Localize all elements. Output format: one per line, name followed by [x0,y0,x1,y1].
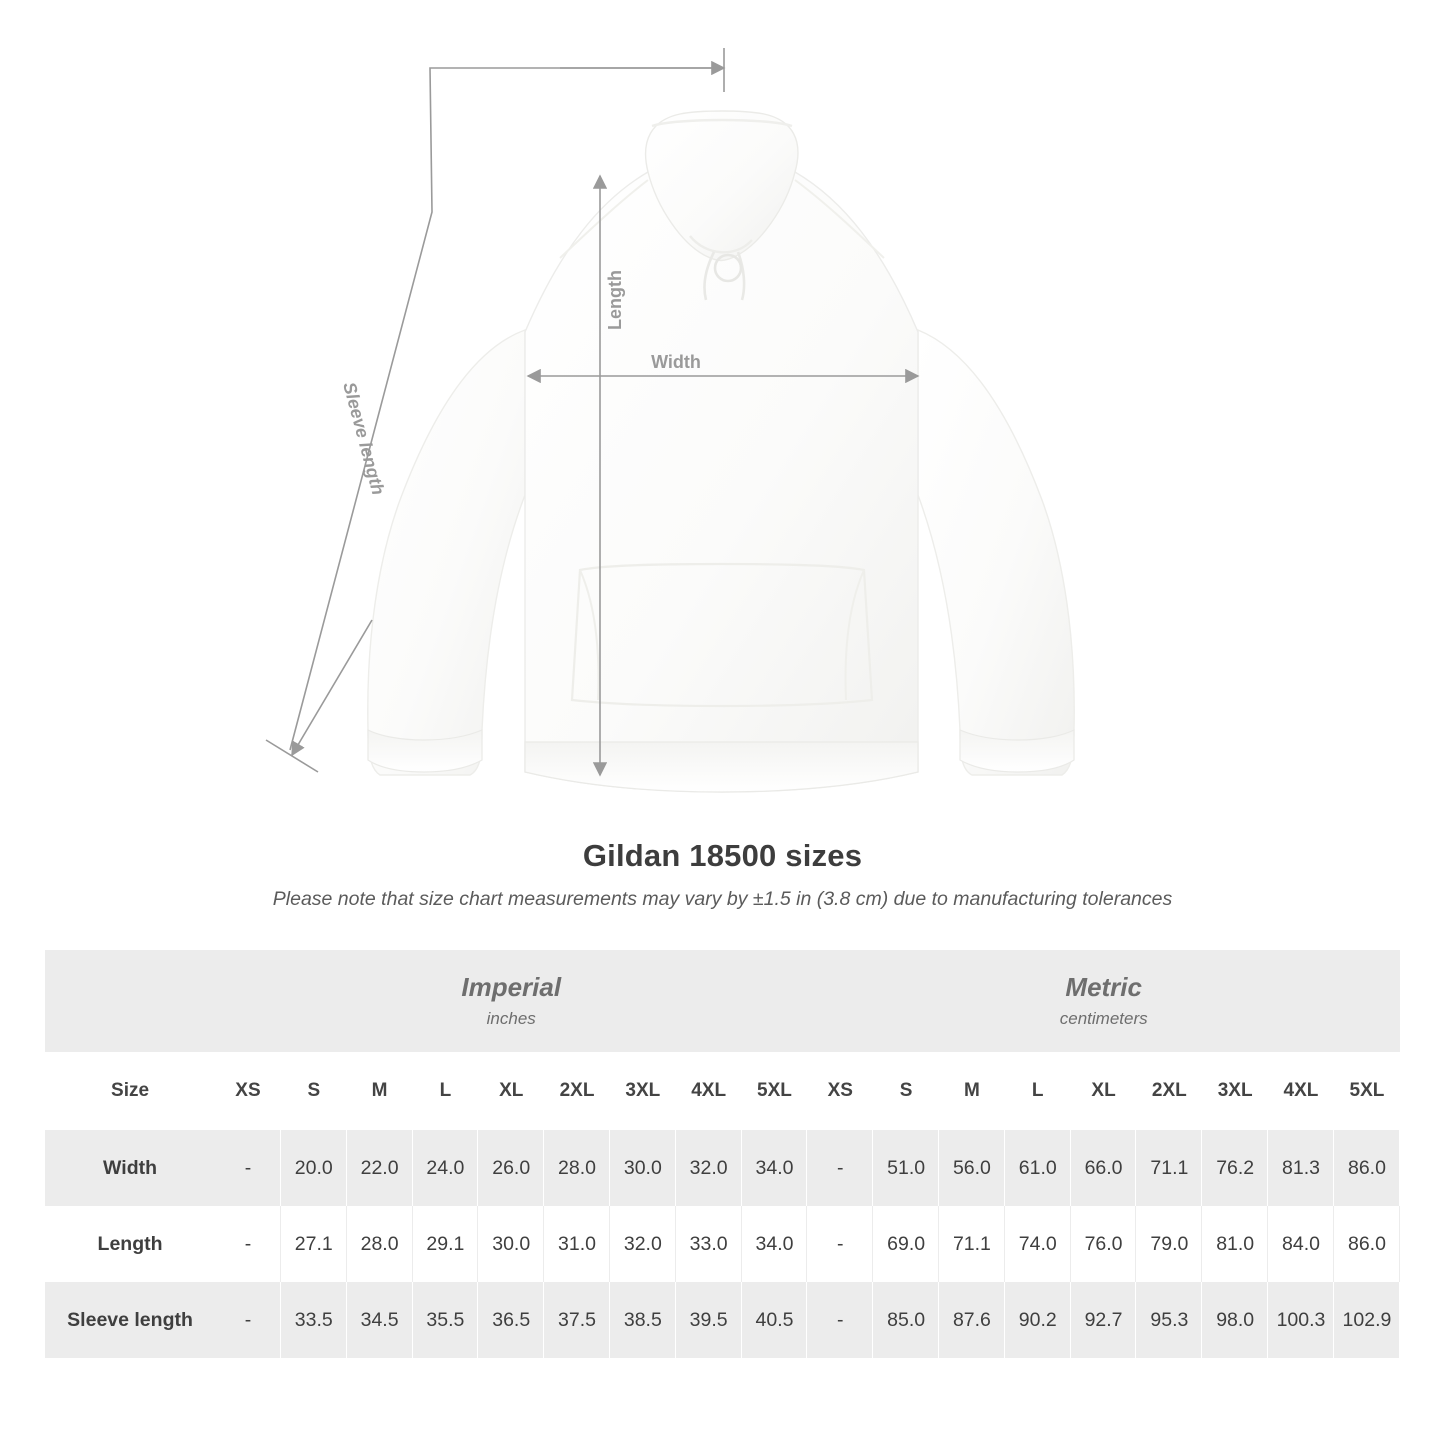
value-cell: 32.0 [676,1130,742,1206]
value-cell: 102.9 [1334,1282,1400,1358]
value-cell: 76.2 [1202,1130,1268,1206]
value-cell: 27.1 [281,1206,347,1282]
value-cell: - [807,1206,873,1282]
value-cell: 32.0 [610,1206,676,1282]
unit-header-row [45,950,1400,1052]
size-header-cell: XL [1071,1052,1137,1130]
value-cell: 86.0 [1334,1130,1400,1206]
value-cell: 34.0 [742,1206,808,1282]
value-cell: 71.1 [939,1206,1005,1282]
value-cell: 30.0 [610,1130,676,1206]
size-header-cell: 3XL [610,1052,676,1130]
size-header-cell: M [939,1052,1005,1130]
value-cell: 22.0 [347,1130,413,1206]
value-cell: 90.2 [1005,1282,1071,1358]
value-cell: 66.0 [1071,1130,1137,1206]
value-cell: 71.1 [1136,1130,1202,1206]
value-cell: 85.0 [873,1282,939,1358]
value-cell: 84.0 [1268,1206,1334,1282]
chart-note: Please note that size chart measurements may vary by ±1.5 in (3.8 cm) due to manufacturing tolerances [272,888,1173,910]
size-table-wrapper [45,950,1400,1358]
imperial-label: Imperial [461,972,562,1003]
imperial-group-header [215,950,807,1052]
value-cell: 81.3 [1268,1130,1334,1206]
row-label: Width [45,1130,215,1206]
value-cell: 98.0 [1202,1282,1268,1358]
metric-group-header [807,950,1400,1052]
value-cell: 40.5 [742,1282,808,1358]
value-cell: 39.5 [676,1282,742,1358]
value-cell: 92.7 [1071,1282,1137,1358]
value-cell: - [807,1282,873,1358]
size-header-cell: S [873,1052,939,1130]
unit-header-spacer [45,950,215,1052]
size-header-cell: 5XL [1334,1052,1400,1130]
value-cell: 81.0 [1202,1206,1268,1282]
value-cell: 24.0 [413,1130,479,1206]
value-cell: 79.0 [1136,1206,1202,1282]
value-cell: 56.0 [939,1130,1005,1206]
size-header-cell: 4XL [676,1052,742,1130]
length-label: Length [605,270,625,330]
metric-label: Metric [1065,972,1142,1003]
value-cell: 95.3 [1136,1282,1202,1358]
value-cell: 20.0 [281,1130,347,1206]
size-header-cell: XL [478,1052,544,1130]
table-row [45,1206,1400,1282]
size-header-cell: 2XL [1136,1052,1202,1130]
value-cell: 35.5 [413,1282,479,1358]
value-cell: 28.0 [347,1206,413,1282]
size-header-cell: S [281,1052,347,1130]
value-cell: - [215,1206,281,1282]
row-label: Length [45,1206,215,1282]
size-header-cell: 2XL [544,1052,610,1130]
value-cell: 31.0 [544,1206,610,1282]
value-cell: 69.0 [873,1206,939,1282]
size-header-cell: L [1005,1052,1071,1130]
sleeve-length-label: Sleeve length [339,379,389,498]
size-header-cell: 5XL [742,1052,808,1130]
value-cell: 37.5 [544,1282,610,1358]
size-header-cell: 4XL [1268,1052,1334,1130]
size-table [45,950,1400,1358]
size-header-cell: M [347,1052,413,1130]
sleeve-bottom-arrow [292,620,372,755]
value-cell: 61.0 [1005,1130,1071,1206]
value-cell: 51.0 [873,1130,939,1206]
value-cell: 100.3 [1268,1282,1334,1358]
title-block [0,838,1445,911]
metric-sub: centimeters [1059,1008,1148,1028]
value-cell: 38.5 [610,1282,676,1358]
value-cell: 76.0 [1071,1206,1137,1282]
size-header-cell: XS [215,1052,281,1130]
row-label: Sleeve length [45,1282,215,1358]
size-header-row [45,1052,1400,1130]
value-cell: 28.0 [544,1130,610,1206]
value-cell: 33.5 [281,1282,347,1358]
value-cell: 36.5 [478,1282,544,1358]
value-cell: 33.0 [676,1206,742,1282]
value-cell: 87.6 [939,1282,1005,1358]
size-header-cell: 3XL [1202,1052,1268,1130]
value-cell: 30.0 [478,1206,544,1282]
table-row [45,1282,1400,1358]
chart-title: Gildan 18500 sizes [582,838,863,873]
size-header-cell: XS [807,1052,873,1130]
value-cell: 29.1 [413,1206,479,1282]
value-cell: - [807,1130,873,1206]
value-cell: 34.5 [347,1282,413,1358]
value-cell: - [215,1282,281,1358]
size-header-cell: L [413,1052,479,1130]
value-cell: 26.0 [478,1130,544,1206]
value-cell: 34.0 [742,1130,808,1206]
hoodie-shape [368,111,1074,792]
table-row [45,1130,1400,1206]
size-column-header: Size [45,1052,215,1130]
imperial-sub: inches [486,1008,536,1028]
value-cell: - [215,1130,281,1206]
value-cell: 86.0 [1334,1206,1400,1282]
value-cell: 74.0 [1005,1206,1071,1282]
width-label: Width [651,352,701,372]
